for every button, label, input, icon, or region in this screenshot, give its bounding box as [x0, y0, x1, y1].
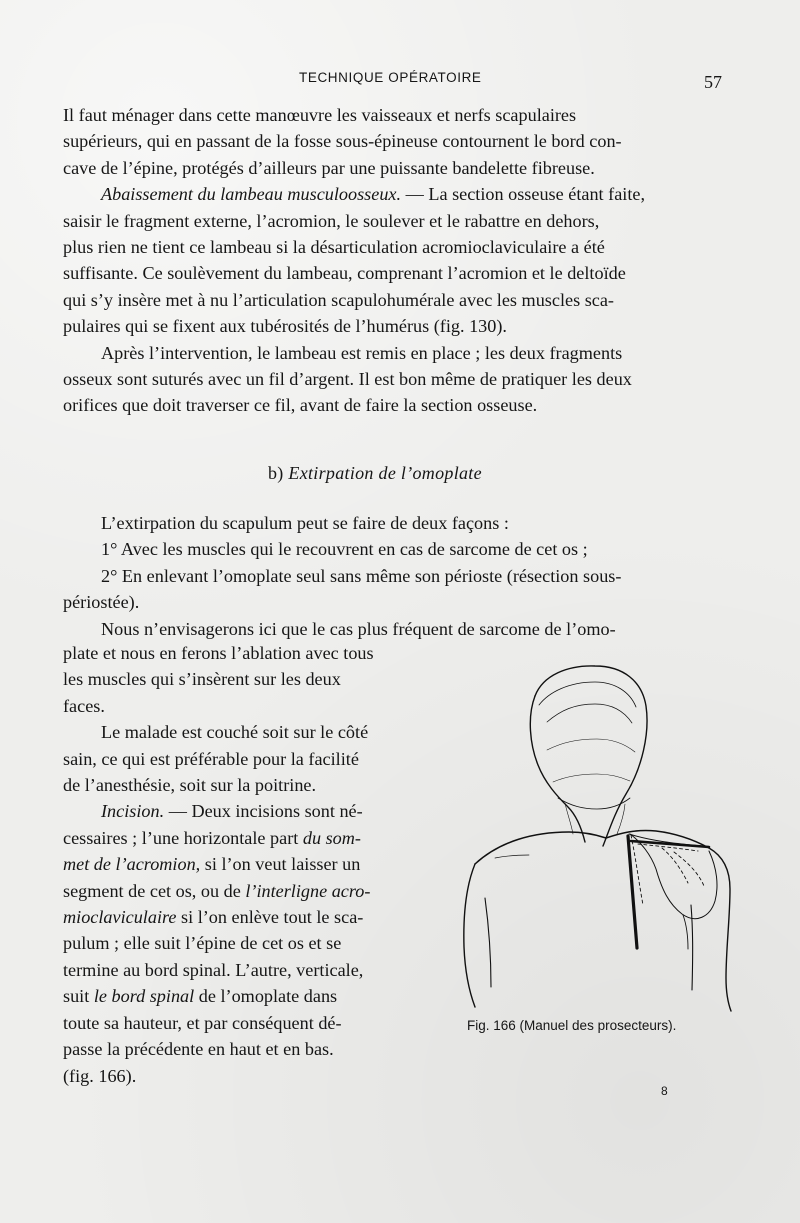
paragraph-line: suffisante. Ce soulèvement du lambeau, comprenant l’acromion et le deltoïde	[63, 263, 626, 284]
left-column-emphasis: l’interligne acro-	[245, 880, 371, 901]
paragraph-line: osseux sont suturés avec un fil d’argent. Il est bon même de pratiquer les deux	[63, 369, 632, 390]
section-prefix: b)	[268, 463, 284, 483]
back-figure-icon	[455, 658, 755, 1018]
left-column-line	[63, 904, 423, 930]
paragraph-line: cave de l’épine, protégés d’ailleurs par une puissante bandelette fibreuse.	[63, 157, 595, 178]
left-column-line: plate et nous en ferons l’ablation avec tous	[63, 643, 374, 663]
list-line: 1° Avec les muscles qui le recouvrent en cas de sarcome de cet os ;	[101, 539, 588, 560]
left-column-emphasis: mioclaviculaire	[63, 907, 177, 928]
paragraph-line: Après l’intervention, le lambeau est remis en place ; les deux fragments	[101, 342, 623, 363]
left-column-line	[63, 983, 423, 1009]
paragraph-line: saisir le fragment externe, l’acromion, le soulever et le rabattre en dehors,	[63, 210, 600, 231]
left-column-text: si l’on veut laisser un	[204, 854, 361, 875]
paragraph-line	[63, 181, 725, 207]
left-column-line	[63, 825, 423, 851]
left-column-line: (fig. 166).	[63, 1065, 137, 1086]
left-column	[63, 640, 423, 1089]
paragraph-line: supérieurs, qui en passant de la fosse sous-épineuse contournent le bord con-	[63, 131, 622, 152]
section-title: Extirpation de l’omoplate	[288, 463, 482, 483]
list-line: 2° En enlevant l’omoplate seul sans même son périoste (résection sous-	[101, 565, 622, 586]
left-column-line: passe la précédente en haut et en bas.	[63, 1039, 334, 1060]
left-column-line	[63, 878, 423, 904]
paragraph-emphasis: Abaissement du lambeau musculoosseux.	[101, 184, 402, 205]
paragraph-intro	[63, 102, 725, 419]
paragraph-line: Il faut ménager dans cette manœuvre les vaisseaux et nerfs scapulaires	[63, 105, 577, 125]
paragraph-line: orifices que doit traverser ce fil, avant de faire la section osseuse.	[63, 395, 538, 416]
list-line: L’extirpation du scapulum peut se faire de deux façons :	[101, 513, 509, 533]
left-column-line: sain, ce qui est préférable pour la facilité	[63, 748, 359, 769]
left-column-line	[63, 798, 423, 824]
left-column-text: si l’on enlève tout le sca-	[181, 907, 364, 928]
left-column-emphasis: met de l’acromion,	[63, 854, 201, 875]
list-block	[63, 510, 725, 642]
left-column-text: suit	[63, 986, 90, 1007]
left-column-line: de l’anesthésie, soit sur la poitrine.	[63, 775, 317, 796]
running-head: TECHNIQUE OPÉRATOIRE	[299, 70, 482, 85]
paragraph-line: plus rien ne tient ce lambeau si la désarticulation acromioclaviculaire a été	[63, 237, 605, 258]
left-column-emphasis: le bord spinal	[93, 986, 195, 1007]
left-column-line: faces.	[63, 695, 105, 716]
left-column-line	[63, 851, 423, 877]
list-line: périostée).	[63, 592, 140, 613]
left-column-line: Le malade est couché soit sur le côté	[101, 722, 369, 743]
list-line: Nous n’envisagerons ici que le cas plus fréquent de sarcome de l’omo-	[101, 618, 616, 639]
left-column-line: termine au bord spinal. L’autre, verticale,	[63, 959, 364, 980]
section-heading	[268, 463, 482, 484]
left-column-text: segment de cet os, ou de	[63, 880, 241, 901]
figure-caption: Fig. 166 (Manuel des prosecteurs).	[467, 1018, 677, 1033]
paragraph-line: pulaires qui se fixent aux tubérosités de l’humérus (fig. 130).	[63, 316, 507, 337]
left-column-line: les muscles qui s’insèrent sur les deux	[63, 669, 341, 690]
left-column-emphasis: du som-	[302, 827, 361, 848]
anatomy-figure	[455, 658, 755, 1018]
left-column-emphasis: Incision.	[101, 801, 165, 822]
left-column-text: cessaires ; l’une horizontale part	[63, 827, 299, 848]
left-column-text: de l’omoplate dans	[198, 986, 338, 1007]
paragraph-text: — La section osseuse étant faite,	[405, 184, 645, 205]
signature-mark: 8	[661, 1084, 668, 1098]
page-number: 57	[704, 72, 722, 92]
left-column-line: pulum ; elle suit l’épine de cet os et se	[63, 933, 342, 954]
left-column-line: toute sa hauteur, et par conséquent dé-	[63, 1012, 342, 1033]
left-column-text: — Deux incisions sont né-	[168, 801, 363, 822]
paragraph-line: qui s’y insère met à nu l’articulation scapulohumérale avec les muscles sca-	[63, 289, 614, 310]
